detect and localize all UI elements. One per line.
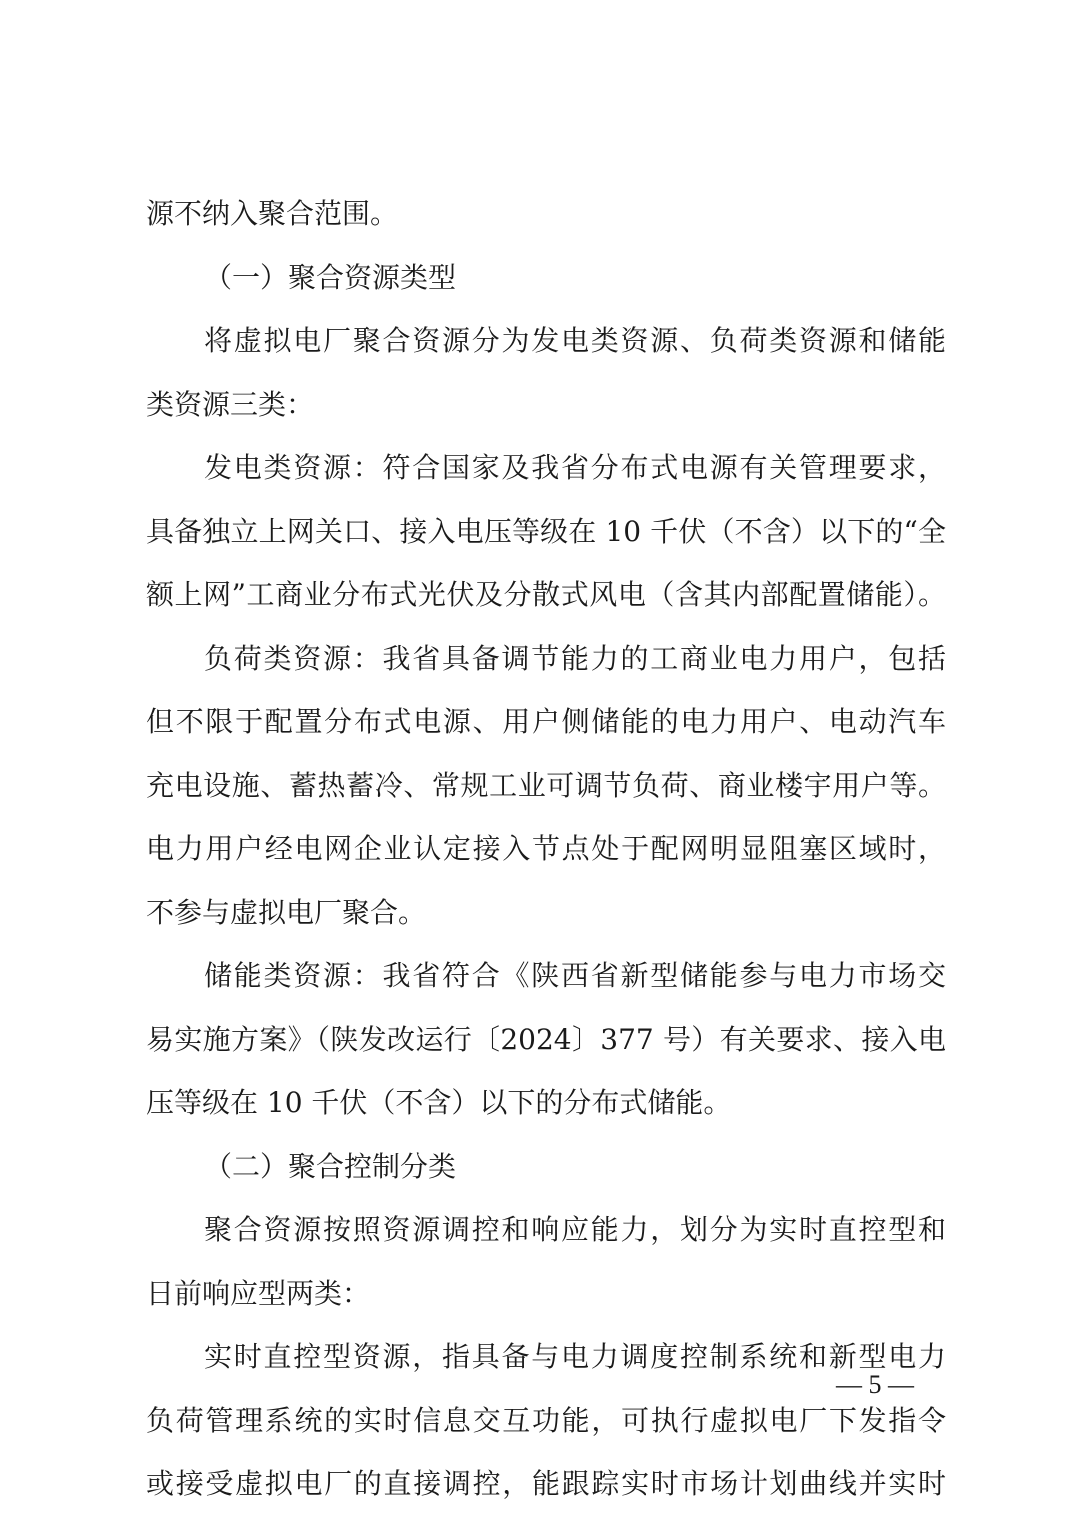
text-line: 易实施方案》（陕发改运行〔2024〕377 号）有关要求、接入电 [146, 1022, 946, 1056]
text-line: 压等级在 10 千伏（不含）以下的分布式储能。 [146, 1086, 732, 1119]
text-line: 负荷管理系统的实时信息交互功能，可执行虚拟电厂下发指令 [146, 1403, 946, 1437]
text-line: 充电设施、蓄热蓄冷、常规工业可调节负荷、商业楼宇用户等。 [146, 768, 946, 802]
text-line: 但不限于配置分布式电源、用户侧储能的电力用户、电动汽车 [146, 705, 946, 738]
page-number: — 5 — [836, 1370, 914, 1399]
text-line: 类资源三类： [146, 387, 315, 421]
text-line: 源不纳入聚合范围。 [146, 197, 399, 230]
text-line: 额上网”工商业分布式光伏及分散式风电（含其内部配置储能）。 [146, 578, 946, 611]
text-line: 储能类资源：我省符合《陕西省新型储能参与电力市场交 [204, 959, 946, 992]
section-heading: （二）聚合控制分类 [204, 1149, 457, 1183]
text-line: 日前响应型两类： [146, 1276, 371, 1310]
text-line: 具备独立上网关口、接入电压等级在 10 千伏（不含）以下的“全 [146, 514, 946, 548]
document-body [146, 182, 946, 1516]
text-line: 负荷类资源：我省具备调节能力的工商业电力用户，包括 [204, 641, 946, 675]
text-line: 聚合资源按照资源调控和响应能力，划分为实时直控型和 [204, 1213, 946, 1246]
text-line: 或接受虚拟电厂的直接调控，能跟踪实时市场计划曲线并实时 [146, 1467, 946, 1500]
text-line: 实时直控型资源，指具备与电力调度控制系统和新型电力 [204, 1340, 946, 1373]
text-line: 电力用户经电网企业认定接入节点处于配网明显阻塞区域时， [146, 832, 946, 865]
text-line: 不参与虚拟电厂聚合。 [146, 895, 427, 929]
text-line: 发电类资源：符合国家及我省分布式电源有关管理要求， [204, 451, 946, 484]
text-line: 将虚拟电厂聚合资源分为发电类资源、负荷类资源和储能 [204, 324, 946, 357]
section-heading: （一）聚合资源类型 [204, 260, 457, 294]
